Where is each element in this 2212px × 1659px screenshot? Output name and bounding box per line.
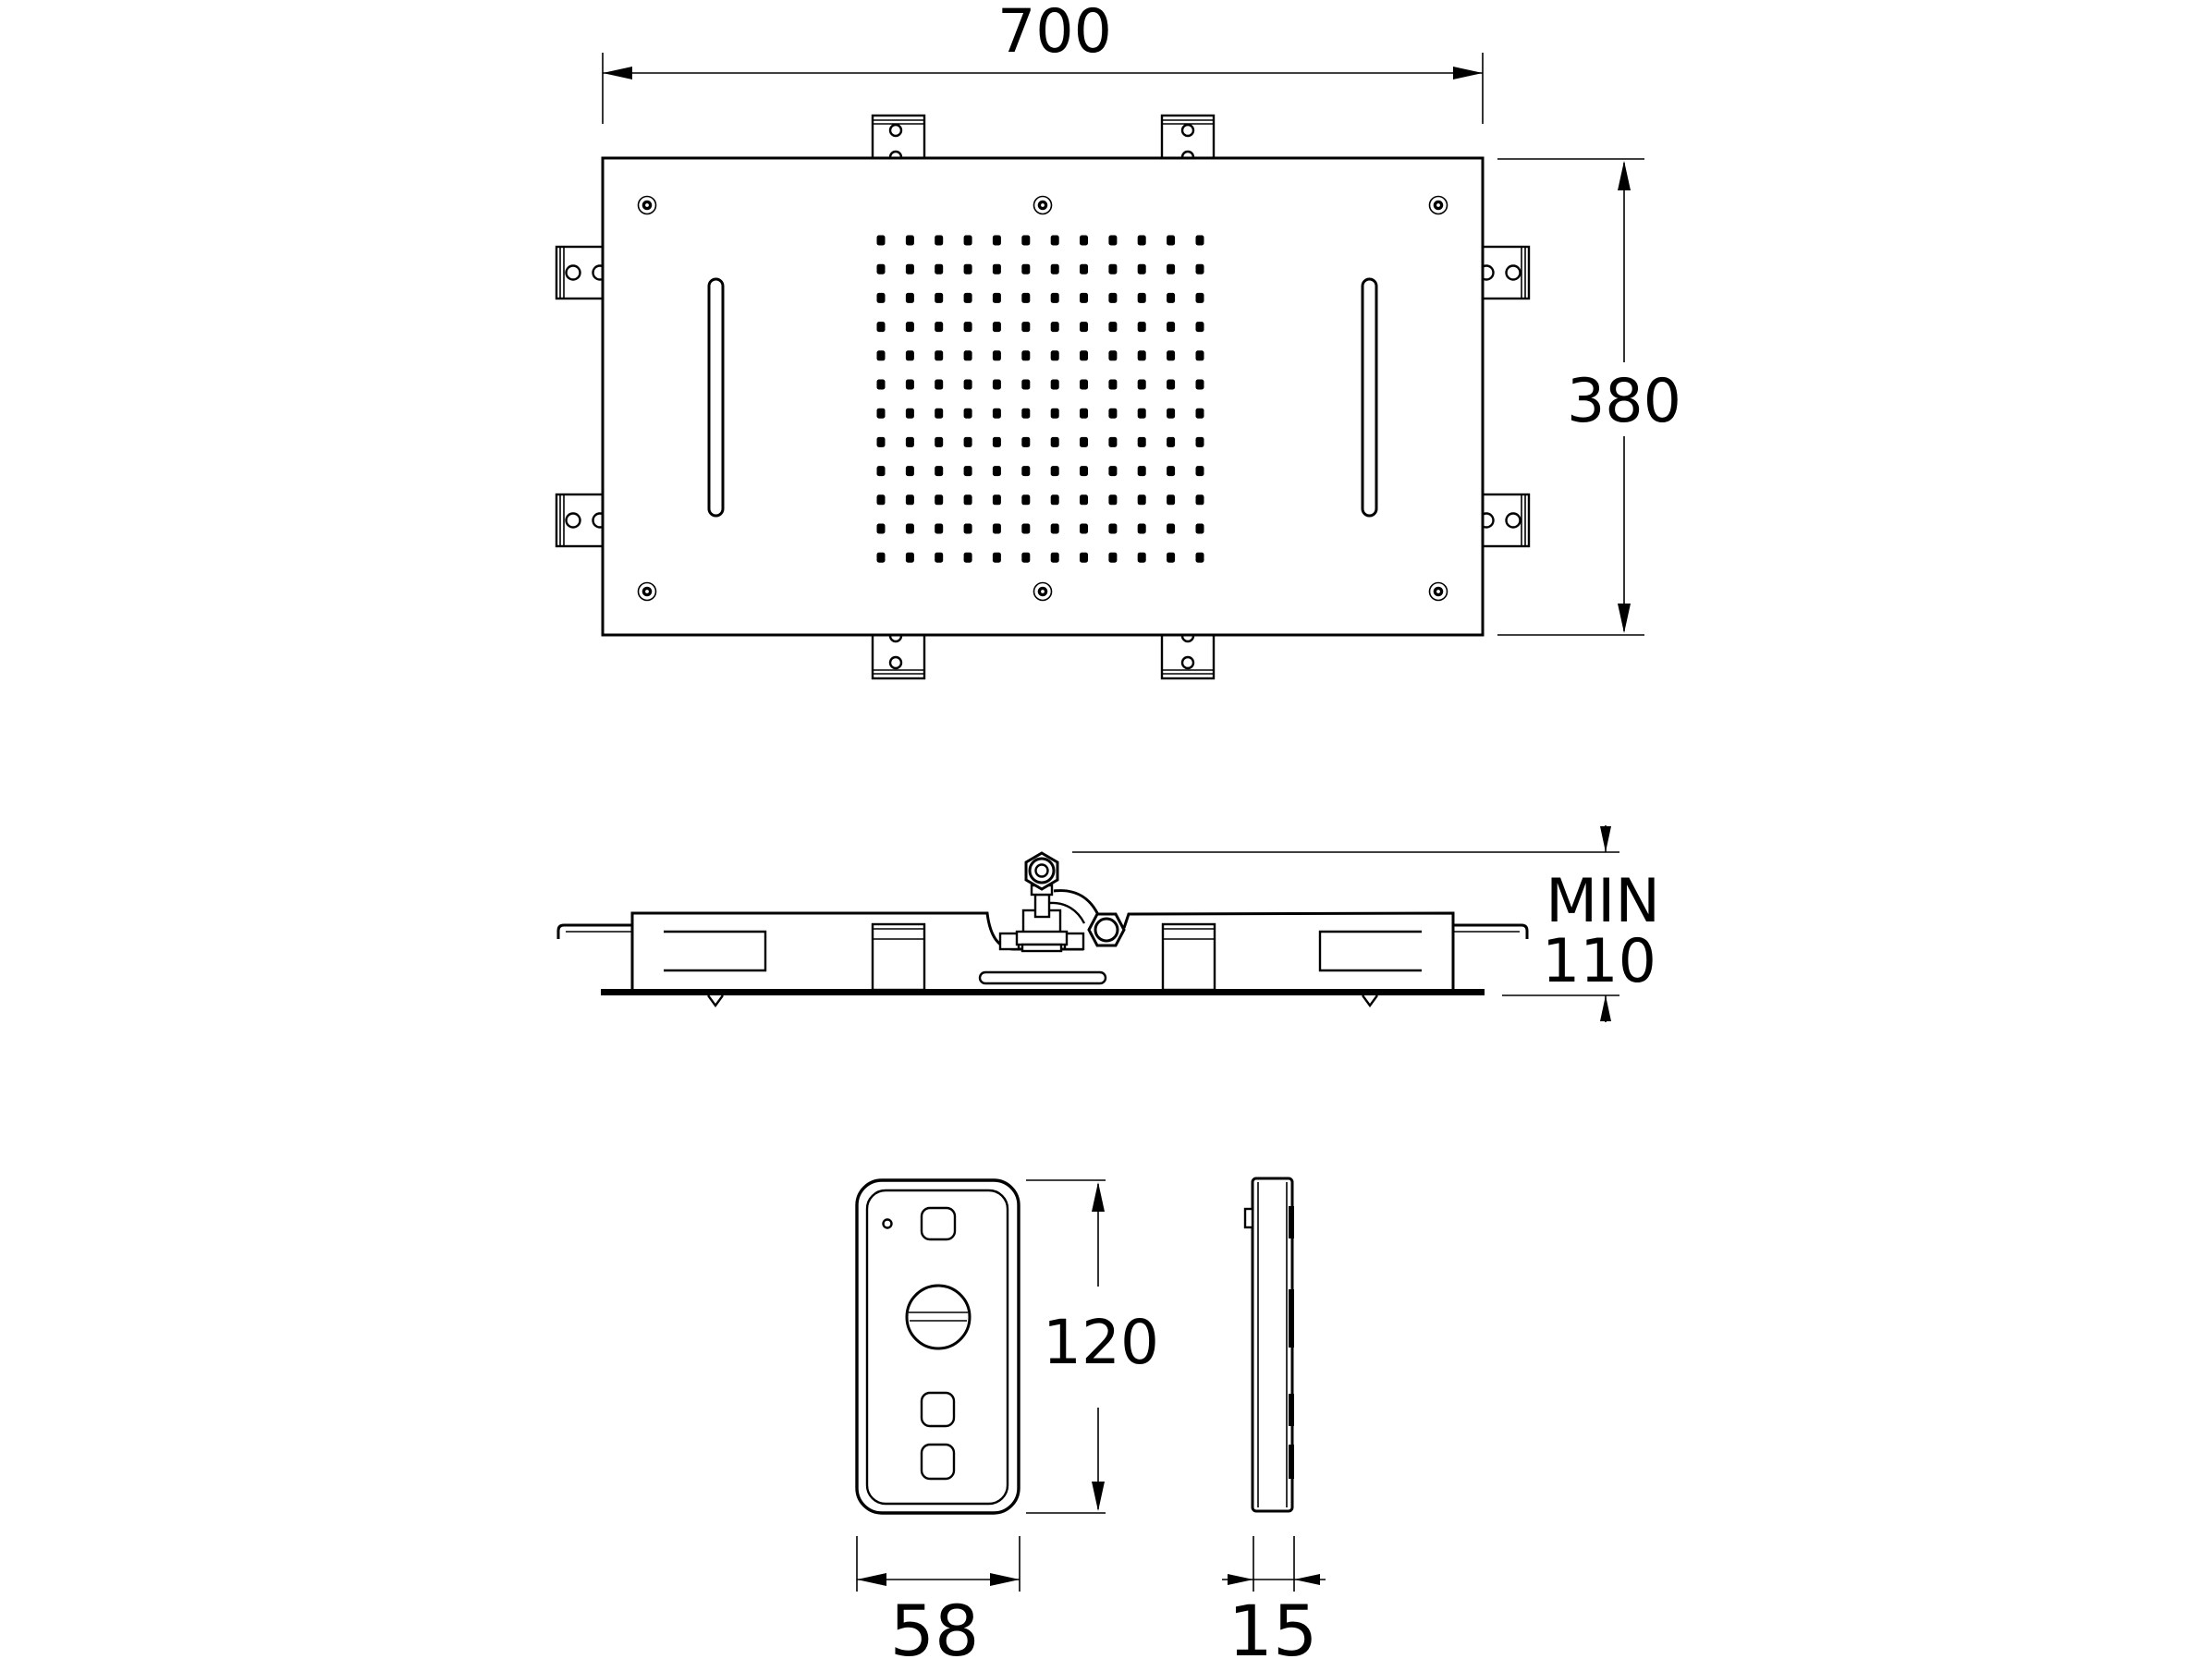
mounting-tab-top-right (1162, 116, 1214, 163)
nozzle-dot (935, 494, 943, 505)
nozzle-dot (1196, 466, 1204, 476)
nozzle-dot (1138, 322, 1146, 332)
nozzle-dot (1138, 466, 1146, 476)
nozzle-dot (1080, 494, 1088, 505)
nozzle-dot (1021, 236, 1030, 246)
nozzle-dot (906, 236, 914, 246)
nozzle-dot (906, 524, 914, 534)
nozzle-dot (993, 437, 1001, 447)
nozzle-dot (1051, 264, 1059, 274)
nozzle-dot (877, 409, 886, 419)
remote-side-view (1222, 1178, 1326, 1659)
dim-58-label: 58 (889, 1590, 980, 1659)
nozzle-dot (1108, 494, 1117, 505)
nozzle-dot (1080, 437, 1088, 447)
nozzle-dot (1021, 494, 1030, 505)
valve-base (1017, 932, 1067, 945)
nozzle-dot (1051, 293, 1059, 303)
nozzle-dot (935, 264, 943, 274)
nozzle-dot (1021, 553, 1030, 563)
side-tab-left (873, 924, 924, 990)
nozzle-dot (1108, 409, 1117, 419)
button-profile-3 (1289, 1445, 1294, 1479)
side-bracket-right-lower (1480, 494, 1530, 546)
nozzle-dot (1167, 322, 1175, 332)
nozzle-dot (1138, 494, 1146, 505)
shower-plate (603, 158, 1483, 635)
nozzle-dot (1196, 409, 1204, 419)
button-profile-2 (1289, 1394, 1294, 1426)
nozzle-dot (1196, 264, 1204, 274)
nozzle-dot (906, 293, 914, 303)
nozzle-dot (1108, 236, 1117, 246)
nozzle-dot (906, 553, 914, 563)
led-indicator (884, 1220, 892, 1228)
nozzle-dot (1080, 524, 1088, 534)
button-profile-1 (1289, 1206, 1294, 1238)
nozzle-dot (1021, 466, 1030, 476)
nozzle-dot (1167, 524, 1175, 534)
nozzle-dot (1021, 322, 1030, 332)
ceiling-flange-right (1453, 925, 1527, 939)
ceiling-flange-left (558, 925, 632, 939)
nozzle-dot (1108, 322, 1117, 332)
nozzle-dot (906, 437, 914, 447)
nozzle-dot (993, 322, 1001, 332)
dim-110-label: 110 (1541, 927, 1657, 996)
side-bracket-left-upper (556, 247, 607, 299)
nozzle-dot (1167, 236, 1175, 246)
nozzle-dot (1108, 466, 1117, 476)
nozzle-dot (935, 409, 943, 419)
nozzle-dot (1196, 350, 1204, 360)
nozzle-dot (935, 322, 943, 332)
nozzle-dot (877, 264, 886, 274)
nozzle-dot (1051, 437, 1059, 447)
side-tab-right (1163, 924, 1215, 990)
nozzle-dot (1138, 553, 1146, 563)
nozzle-dot (906, 350, 914, 360)
nozzle-dot (877, 350, 886, 360)
nozzle-dot (964, 380, 972, 390)
housing-pocket-right (1320, 932, 1422, 970)
nozzle-dot (964, 494, 972, 505)
dimension-remote-thickness (1222, 1536, 1326, 1659)
nozzle-dot (935, 236, 943, 246)
nozzle-dot (993, 524, 1001, 534)
nozzle-dot (1021, 409, 1030, 419)
nozzle-dot (906, 322, 914, 332)
nozzle-dot (1021, 437, 1030, 447)
nozzle-dot (1108, 293, 1117, 303)
dim-15-label: 15 (1228, 1590, 1318, 1659)
valve-base-plate (1022, 945, 1061, 951)
nozzle-dot (1021, 380, 1030, 390)
nozzle-dot (993, 466, 1001, 476)
remote-front-view (857, 1180, 1159, 1659)
nozzle-dot (964, 264, 972, 274)
nozzle-dot (964, 293, 972, 303)
nozzle-dot (993, 350, 1001, 360)
dimension-top-depth (1497, 159, 1681, 635)
water-inlet-valve (1000, 853, 1124, 951)
nozzle-dot (877, 236, 886, 246)
nozzle-dot (935, 553, 943, 563)
nozzle-dot (1167, 466, 1175, 476)
nozzle-dot (1167, 494, 1175, 505)
nozzle-dot (964, 409, 972, 419)
nozzle-dot (1196, 293, 1204, 303)
nozzle-dot (1108, 350, 1117, 360)
nozzle-dot (993, 494, 1001, 505)
dimension-remote-width (857, 1536, 1020, 1659)
nozzle-dot (1196, 437, 1204, 447)
nozzle-dot (964, 236, 972, 246)
dim-120-label: 120 (1043, 1307, 1159, 1378)
nozzle-dot (1021, 264, 1030, 274)
nozzle-dot (877, 437, 886, 447)
nozzle-dot (1051, 409, 1059, 419)
nozzle-dot (1167, 437, 1175, 447)
nozzle-dot (1138, 524, 1146, 534)
nozzle-dot (1021, 350, 1030, 360)
nozzle-dot (1080, 322, 1088, 332)
waterfall-slot-right (1363, 279, 1376, 516)
nozzle-dot (1080, 466, 1088, 476)
nozzle-dot (1108, 380, 1117, 390)
nozzle-dot (964, 466, 972, 476)
nozzle-dot (964, 553, 972, 563)
nozzle-dot (906, 409, 914, 419)
waterfall-slot-left (709, 279, 723, 516)
nozzle-dot (906, 264, 914, 274)
nozzle-dot (1167, 264, 1175, 274)
nozzle-dot (1051, 553, 1059, 563)
nozzle-dot (1138, 437, 1146, 447)
nozzle-dot (1196, 524, 1204, 534)
nozzle-dot (1196, 553, 1204, 563)
nozzle-dot (935, 350, 943, 360)
nozzle-dot (1196, 236, 1204, 246)
valve-stem (1035, 895, 1049, 917)
nozzle-dot (1080, 553, 1088, 563)
dimension-remote-height (1026, 1180, 1159, 1513)
mode-button-upper (922, 1393, 954, 1426)
nozzle-dot (1080, 264, 1088, 274)
nozzle-dot (1138, 236, 1146, 246)
nozzle-dot (964, 437, 972, 447)
nozzle-dot (877, 466, 886, 476)
nozzle-dot (1138, 350, 1146, 360)
nozzle-dot (1108, 437, 1117, 447)
nozzle-dot (1138, 380, 1146, 390)
nozzle-dot (877, 524, 886, 534)
mode-button-lower (922, 1445, 954, 1479)
dim-min-label: MIN (1546, 867, 1660, 936)
nozzle-dot (1167, 409, 1175, 419)
nozzle-dot (935, 380, 943, 390)
dial-profile (1289, 1289, 1294, 1348)
nozzle-dot (1108, 264, 1117, 274)
side-view (558, 825, 1660, 1022)
nozzle-dot (906, 466, 914, 476)
nozzle-dot (1051, 322, 1059, 332)
nozzle-dot (877, 553, 886, 563)
nozzle-dot (906, 380, 914, 390)
nozzle-dot (1080, 293, 1088, 303)
dim-380-label: 380 (1566, 367, 1682, 436)
nozzle-dot (935, 437, 943, 447)
nozzle-dot (1080, 380, 1088, 390)
dimension-top-width (603, 0, 1483, 124)
slot-opening-front (980, 972, 1106, 983)
nozzle-dot (993, 264, 1001, 274)
nozzle-dot (877, 322, 886, 332)
nozzle-dot (1080, 409, 1088, 419)
nozzle-dot (1080, 350, 1088, 360)
nozzle-dot (1138, 264, 1146, 274)
nozzle-dot (993, 236, 1001, 246)
nozzle-dot (877, 293, 886, 303)
nozzle-dot (935, 293, 943, 303)
nozzle-dot (964, 322, 972, 332)
power-button (922, 1208, 955, 1239)
nozzle-dot (935, 524, 943, 534)
nozzle-dot (1196, 322, 1204, 332)
nozzle-dot (935, 466, 943, 476)
nozzle-dot (1021, 524, 1030, 534)
nozzle-dot (877, 380, 886, 390)
side-bracket-left-lower (556, 494, 607, 546)
housing-pocket-left (664, 932, 765, 970)
nozzle-dot (993, 409, 1001, 419)
shower-plate-edge (601, 989, 1485, 995)
nozzle-dot (1051, 350, 1059, 360)
mounting-tab-top-left (873, 116, 924, 163)
nozzle-dot (1167, 293, 1175, 303)
remote-side-clip (1245, 1209, 1253, 1227)
nozzle-dot (1051, 494, 1059, 505)
nozzle-dot (993, 380, 1001, 390)
nozzle-dot (1021, 293, 1030, 303)
nozzle-dot (1051, 466, 1059, 476)
nozzle-dot (1080, 236, 1088, 246)
nozzle-dot (993, 553, 1001, 563)
nozzle-dot (964, 350, 972, 360)
nozzle-dot (1196, 380, 1204, 390)
nozzle-dot (1167, 350, 1175, 360)
nozzle-dot (1051, 524, 1059, 534)
nozzle-dot (1108, 524, 1117, 534)
nozzle-dot (993, 293, 1001, 303)
slot-nozzle-mark-right (1363, 995, 1377, 1006)
nozzle-dot (1108, 553, 1117, 563)
nozzle-dot (1196, 494, 1204, 505)
nozzle-dot (906, 494, 914, 505)
mounting-tab-bottom-right (1162, 630, 1214, 678)
nozzle-dot (1051, 236, 1059, 246)
slot-nozzle-mark-left (708, 995, 723, 1006)
nozzle-dot (1167, 380, 1175, 390)
mounting-tab-bottom-left (873, 630, 924, 678)
nozzle-dot (1167, 553, 1175, 563)
nozzle-dot (1051, 380, 1059, 390)
dim-700-label: 700 (996, 0, 1113, 67)
nozzle-dot (964, 524, 972, 534)
top-view (556, 0, 1681, 678)
nozzle-dot (877, 494, 886, 505)
nozzle-dot (1138, 409, 1146, 419)
side-bracket-right-upper (1480, 247, 1530, 299)
nozzle-dot (1138, 293, 1146, 303)
